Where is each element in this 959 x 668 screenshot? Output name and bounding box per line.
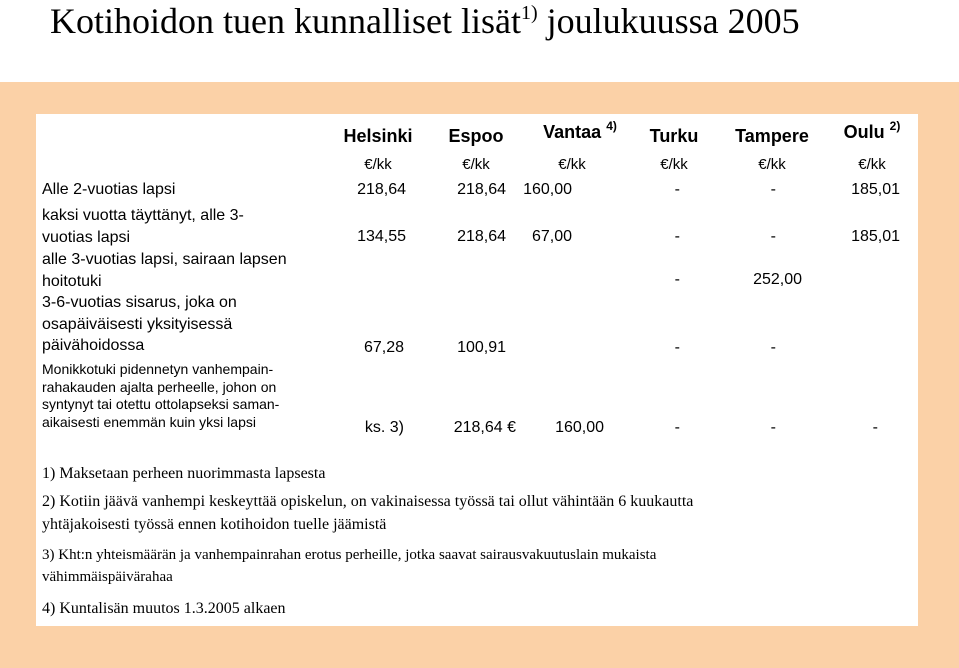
column-header-oulu: Oulu $^{2)}$: [843, 119, 901, 142]
cell-value: -: [674, 339, 680, 356]
slide-background: [0, 82, 959, 668]
cell-value: 134,55: [357, 228, 406, 245]
cell-value: -: [674, 271, 680, 288]
unit-tampere: €/kk: [758, 156, 786, 173]
cell-value: 218,64: [357, 181, 406, 198]
unit-espoo: €/kk: [462, 156, 490, 173]
footnote-2: 2) Kotiin jäävä vanhempi keskeyttää opiskelun, on vakinaisessa työssä tai ollut vähintään 6 kuukautta: [42, 493, 694, 510]
title-footnote-marker: 1): [520, 2, 538, 24]
cell-value: 185,01: [851, 228, 900, 245]
cell-value: 100,91: [457, 339, 506, 356]
cell-value: 218,64: [457, 228, 506, 245]
cell-value: 185,01: [851, 181, 900, 198]
cell-value: -: [674, 181, 680, 198]
column-header-helsinki: Helsinki: [343, 126, 413, 146]
cell-value: 67,28: [363, 339, 404, 356]
cell-value: -: [770, 419, 776, 436]
footnote-3-continued: vähimmäispäivärahaa: [42, 569, 173, 585]
cell-value: 160,00: [523, 181, 572, 198]
row-label-multiple-birth: Monikkotuki pidennetyn vanhempain- rahakauden ajalta perheelle, johon on syntynyt tai otettu ottolapseksi saman- aikaisesti enemmän kuin yksi lapsi: [42, 361, 280, 430]
footnote-4: 4) Kuntalisän muutos 1.3.2005 alkaen: [42, 600, 286, 617]
cell-value: -: [674, 228, 680, 245]
column-header-tampere: Tampere: [735, 126, 809, 146]
page-title: Kotihoidon tuen kunnalliset lisät$^{1)}$ joulukuussa 2005: [50, 1, 800, 41]
cell-value: -: [770, 228, 776, 245]
footnote-3: 3) Kht:n yhteismäärän ja vanhempainrahan erotus perheille, jotka saavat sairausvakuutuslain mukaista: [42, 547, 657, 563]
cell-value: ks. 3): [364, 419, 404, 436]
cell-value: -: [674, 419, 680, 436]
cell-value: 160,00: [555, 419, 604, 436]
cell-value: -: [770, 339, 776, 356]
cell-value: 218,64 €: [453, 419, 516, 436]
content-panel: [36, 114, 918, 626]
cell-value: 67,00: [531, 228, 572, 245]
footnote-2-continued: yhtäjakoisesti työssä ennen kotihoidon tuelle jäämistä: [42, 516, 387, 533]
row-label-under-2: Alle 2-vuotias lapsi: [42, 181, 176, 198]
column-header-espoo: Espoo: [448, 126, 504, 146]
cell-value: -: [770, 181, 776, 198]
column-header-turku: Turku: [649, 126, 699, 146]
unit-helsinki: €/kk: [364, 156, 392, 173]
unit-oulu: €/kk: [858, 156, 886, 173]
column-header-vantaa: Vantaa $^{4)}$: [543, 119, 617, 142]
footnote-1: 1) Maksetaan perheen nuorimmasta lapsesta: [42, 465, 326, 482]
cell-value: 252,00: [753, 271, 802, 288]
cell-value: 218,64: [457, 181, 506, 198]
row-label-sick-child: alle 3-vuotias lapsi, sairaan lapsen hoitotuki: [42, 251, 287, 290]
row-label-2-to-3: kaksi vuotta täyttänyt, alle 3- vuotias lapsi: [42, 207, 244, 246]
unit-turku: €/kk: [660, 156, 688, 173]
row-label-sibling: 3-6-vuotias sisarus, joka on osapäiväisesti yksityisessä päivähoidossa: [42, 294, 237, 354]
unit-vantaa: €/kk: [558, 156, 586, 173]
cell-value: -: [872, 419, 878, 436]
